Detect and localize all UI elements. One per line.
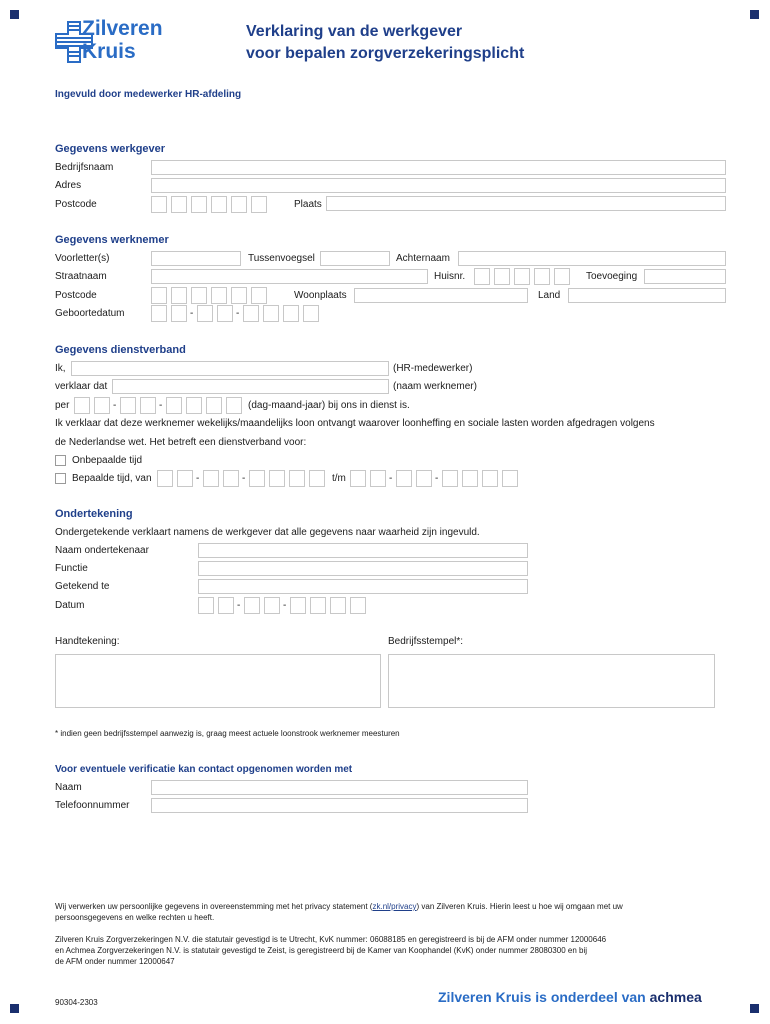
corner-mark-bottom-left — [10, 1004, 19, 1013]
date-separator: - — [159, 400, 163, 411]
legal-text-line2: en Achmea Zorgverzekeringen N.V. is statutair gevestigd te Zeist, is geregistreerd bij de Kamer van Koophandel (KvK) onder nummer 28080300 en bij — [55, 946, 587, 955]
huisnr-box[interactable] — [554, 268, 570, 285]
label-naam-contact: Naam — [55, 782, 82, 793]
date-separator: - — [236, 308, 240, 319]
label-date-hint: (dag-maand-jaar) bij ons in dienst is. — [248, 400, 410, 411]
postcode-werknemer-box[interactable] — [231, 287, 247, 304]
label-onbepaalde-tijd: Onbepaalde tijd — [72, 455, 143, 466]
logo-text-line1: Zilveren — [82, 17, 163, 40]
achternaam-field[interactable] — [458, 251, 726, 266]
postcode-werkgever-box[interactable] — [211, 196, 227, 213]
tagline-text: Zilveren Kruis is onderdeel van — [438, 989, 646, 1005]
postcode-werknemer-box[interactable] — [171, 287, 187, 304]
bedrijfsstempel-area[interactable] — [388, 654, 715, 708]
date-separator: - — [196, 473, 200, 484]
date-separator: - — [190, 308, 194, 319]
page-title-line2: voor bepalen zorgverzekeringsplicht — [246, 45, 525, 62]
indienst-datum-box[interactable] — [94, 397, 110, 414]
postcode-werknemer-box[interactable] — [211, 287, 227, 304]
getekend-te-field[interactable] — [198, 579, 528, 594]
voorletters-field[interactable] — [151, 251, 241, 266]
legal-text-line3: de AFM onder nummer 12000647 — [55, 957, 175, 966]
woonplaats-field[interactable] — [354, 288, 528, 303]
label-woonplaats: Woonplaats — [294, 290, 347, 301]
label-straatnaam: Straatnaam — [55, 271, 107, 282]
bepaald-tm-box[interactable] — [502, 470, 518, 487]
date-separator: - — [237, 600, 241, 611]
naam-contact-field[interactable] — [151, 780, 528, 795]
legal-text-line1: Zilveren Kruis Zorgverzekeringen N.V. die statutair gevestigd is te Utrecht, KvK nummer: 06088185 en geregistreerd is bij de AFM onder nummer 12000646 — [55, 935, 607, 944]
section-heading-werknemer: Gegevens werknemer — [55, 234, 169, 246]
statement-line2: de Nederlandse wet. Het betreft een dienstverband voor: — [55, 437, 307, 448]
naam-ondertekenaar-field[interactable] — [198, 543, 528, 558]
huisnr-box[interactable] — [474, 268, 490, 285]
indienst-datum-box[interactable] — [74, 397, 90, 414]
bepaald-van-box[interactable] — [249, 470, 265, 487]
bepaalde-tijd-checkbox[interactable] — [55, 473, 66, 484]
postcode-werkgever-box[interactable] — [251, 196, 267, 213]
ondertekening-datum-box[interactable] — [330, 597, 346, 614]
privacy-statement — [55, 901, 623, 912]
ondertekening-datum-box[interactable] — [198, 597, 214, 614]
indienst-datum-box[interactable] — [166, 397, 182, 414]
date-separator: - — [389, 473, 393, 484]
privacy-text-before: Wij verwerken uw persoonlijke gegevens in overeenstemming met het privacy statement ( — [55, 902, 373, 911]
section-heading-werkgever: Gegevens werkgever — [55, 143, 166, 155]
label-plaats: Plaats — [294, 199, 322, 210]
telefoonnummer-field[interactable] — [151, 798, 528, 813]
section-heading-ondertekening: Ondertekening — [55, 508, 133, 520]
label-bepaalde-tijd: Bepaalde tijd, van — [72, 473, 152, 484]
postcode-werkgever-box[interactable] — [171, 196, 187, 213]
geboortedatum-box[interactable] — [283, 305, 299, 322]
date-separator: - — [283, 600, 287, 611]
label-functie: Functie — [55, 563, 88, 574]
bepaald-tm-box[interactable] — [350, 470, 366, 487]
section-heading-verificatie: Voor eventuele verificatie kan contact opgenomen worden met — [55, 764, 353, 775]
label-getekend-te: Getekend te — [55, 581, 110, 592]
bedrijfsnaam-field[interactable] — [151, 160, 726, 175]
postcode-werkgever-box[interactable] — [191, 196, 207, 213]
geboortedatum-box[interactable] — [197, 305, 213, 322]
geboortedatum-box[interactable] — [171, 305, 187, 322]
postcode-werkgever-box[interactable] — [231, 196, 247, 213]
ondertekening-datum-box[interactable] — [218, 597, 234, 614]
land-field[interactable] — [568, 288, 726, 303]
corner-mark-top-left — [10, 10, 19, 19]
bepaald-van-box[interactable] — [157, 470, 173, 487]
privacy-statement-line2: persoonsgegevens en welke rechten u heeft. — [55, 913, 215, 922]
achmea-logo-text: achmea — [649, 989, 702, 1005]
functie-field[interactable] — [198, 561, 528, 576]
indienst-datum-box[interactable] — [140, 397, 156, 414]
indienst-datum-box[interactable] — [206, 397, 222, 414]
postcode-werknemer-box[interactable] — [191, 287, 207, 304]
label-toevoeging: Toevoeging — [586, 271, 638, 282]
label-datum: Datum — [55, 600, 85, 611]
bepaald-tm-box[interactable] — [416, 470, 432, 487]
indienst-datum-box[interactable] — [186, 397, 202, 414]
date-separator: - — [113, 400, 117, 411]
bepaald-van-box[interactable] — [309, 470, 325, 487]
corner-mark-top-right — [750, 10, 759, 19]
adres-field[interactable] — [151, 178, 726, 193]
label-huisnr: Huisnr. — [434, 271, 466, 282]
logo-text-line2: Kruis — [82, 40, 136, 63]
indienst-datum-box[interactable] — [120, 397, 136, 414]
hr-medewerker-field[interactable] — [71, 361, 389, 376]
page-subtitle: Ingevuld door medewerker HR-afdeling — [55, 89, 242, 100]
privacy-text-after: ) van Zilveren Kruis. Hierin leest u hoe wij omgaan met uw — [416, 902, 623, 911]
tussenvoegsel-field[interactable] — [320, 251, 390, 266]
label-per: per — [55, 400, 70, 411]
huisnr-box[interactable] — [534, 268, 550, 285]
handtekening-area[interactable] — [55, 654, 381, 708]
achmea-tagline — [438, 988, 702, 1006]
bepaald-van-box[interactable] — [223, 470, 239, 487]
toevoeging-field[interactable] — [644, 269, 726, 284]
page-title-line1: Verklaring van de werkgever — [246, 23, 463, 40]
indienst-datum-box[interactable] — [226, 397, 242, 414]
ondertekening-datum-box[interactable] — [310, 597, 326, 614]
postcode-werknemer-box[interactable] — [151, 287, 167, 304]
bepaald-tm-box[interactable] — [442, 470, 458, 487]
label-bedrijfsstempel: Bedrijfsstempel*: — [388, 636, 464, 647]
label-achternaam: Achternaam — [396, 253, 450, 264]
bepaald-van-box[interactable] — [269, 470, 285, 487]
privacy-link[interactable]: zk.nl/privacy — [372, 902, 417, 911]
section-heading-dienstverband: Gegevens dienstverband — [55, 344, 186, 356]
label-verklaar-dat: verklaar dat — [55, 381, 108, 392]
ondertekening-datum-box[interactable] — [290, 597, 306, 614]
ondertekening-datum-box[interactable] — [350, 597, 366, 614]
label-tm: t/m — [332, 473, 346, 484]
postcode-werkgever-box[interactable] — [151, 196, 167, 213]
label-adres: Adres — [55, 180, 82, 191]
postcode-werknemer-box[interactable] — [251, 287, 267, 304]
geboortedatum-box[interactable] — [243, 305, 259, 322]
geboortedatum-box[interactable] — [303, 305, 319, 322]
naam-werknemer-field[interactable] — [112, 379, 389, 394]
label-hr-medewerker: (HR-medewerker) — [393, 363, 473, 374]
label-naam-werknemer: (naam werknemer) — [393, 381, 477, 392]
ondertekening-datum-box[interactable] — [244, 597, 260, 614]
bepaald-tm-box[interactable] — [482, 470, 498, 487]
stempel-footnote: * indien geen bedrijfsstempel aanwezig is, graag meest actuele loonstrook werknemer meesturen — [55, 729, 400, 738]
huisnr-box[interactable] — [514, 268, 530, 285]
geboortedatum-box[interactable] — [263, 305, 279, 322]
form-code: 90304-2303 — [55, 998, 98, 1007]
label-tussenvoegsel: Tussenvoegsel — [248, 253, 315, 264]
ondertekening-intro: Ondergetekende verklaart namens de werkgever dat alle gegevens naar waarheid zijn ingevuld. — [55, 527, 480, 538]
label-geboortedatum: Geboortedatum — [55, 308, 125, 319]
label-naam-ondertekenaar: Naam ondertekenaar — [55, 545, 149, 556]
bepaald-tm-box[interactable] — [462, 470, 478, 487]
zilveren-kruis-logo — [54, 17, 214, 66]
bepaald-van-box[interactable] — [203, 470, 219, 487]
corner-mark-bottom-right — [750, 1004, 759, 1013]
straatnaam-field[interactable] — [151, 269, 428, 284]
bepaald-tm-box[interactable] — [370, 470, 386, 487]
ondertekening-datum-box[interactable] — [264, 597, 280, 614]
date-separator: - — [242, 473, 246, 484]
label-voorletters: Voorletter(s) — [55, 253, 110, 264]
onbepaalde-tijd-checkbox[interactable] — [55, 455, 66, 466]
label-land: Land — [538, 290, 561, 301]
label-telefoonnummer: Telefoonnummer — [55, 800, 130, 811]
label-ik: Ik, — [55, 363, 66, 374]
bepaald-van-box[interactable] — [177, 470, 193, 487]
statement-line1: Ik verklaar dat deze werknemer wekelijks/maandelijks loon ontvangt waarover loonheffing en sociale lasten worden afgedragen volgens — [55, 418, 655, 429]
label-bedrijfsnaam: Bedrijfsnaam — [55, 162, 114, 173]
label-handtekening: Handtekening: — [55, 636, 120, 647]
geboortedatum-box[interactable] — [217, 305, 233, 322]
geboortedatum-box[interactable] — [151, 305, 167, 322]
huisnr-box[interactable] — [494, 268, 510, 285]
date-separator: - — [435, 473, 439, 484]
plaats-field[interactable] — [326, 196, 726, 211]
bepaald-van-box[interactable] — [289, 470, 305, 487]
label-postcode-werkgever: Postcode — [55, 199, 97, 210]
label-postcode-werknemer: Postcode — [55, 290, 97, 301]
bepaald-tm-box[interactable] — [396, 470, 412, 487]
